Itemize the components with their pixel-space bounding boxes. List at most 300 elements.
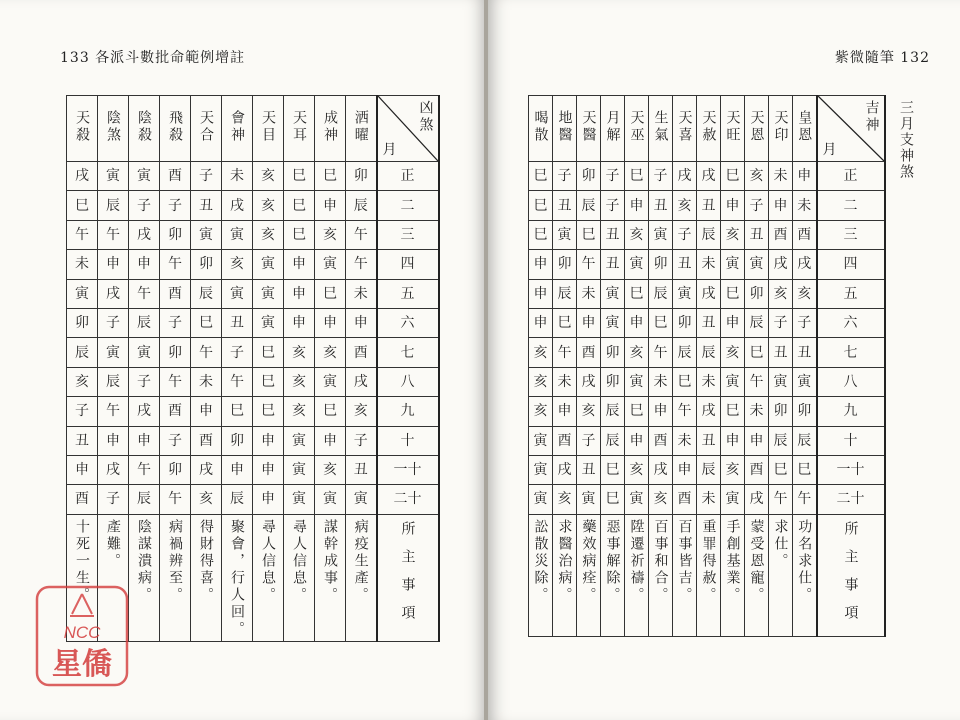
branch-cell: 申 — [793, 162, 817, 191]
branch-cell: 午 — [745, 367, 769, 396]
branch-cell: 巳 — [315, 397, 346, 426]
branch-cell: 未 — [553, 367, 577, 396]
spirit-meaning — [222, 514, 253, 641]
spirit-meaning-text: 尋人信息。 — [260, 518, 276, 604]
branch-cell: 未 — [673, 426, 697, 455]
branch-cell: 子 — [601, 191, 625, 220]
branch-cell: 未 — [649, 367, 673, 396]
branch-cell: 申 — [625, 426, 649, 455]
right-running-header: 紫微隨筆 132 — [834, 50, 930, 66]
branch-cell: 寅 — [98, 162, 129, 191]
spirit-name-text: 飛殺 — [167, 110, 183, 144]
table-row — [529, 338, 885, 367]
branch-cell: 卯 — [553, 250, 577, 279]
branch-cell: 申 — [553, 397, 577, 426]
branch-cell: 子 — [222, 338, 253, 367]
branch-cell: 寅 — [673, 279, 697, 308]
spirit-name — [98, 96, 129, 162]
table-row — [67, 397, 439, 426]
table-row — [529, 308, 885, 337]
branch-cell: 巳 — [769, 455, 793, 484]
branch-cell: 巳 — [315, 162, 346, 191]
branch-cell: 子 — [745, 191, 769, 220]
branch-cell: 申 — [529, 308, 553, 337]
branch-cell: 申 — [253, 455, 284, 484]
branch-cell: 丑 — [697, 426, 721, 455]
branch-cell: 子 — [769, 308, 793, 337]
spirit-meaning — [697, 514, 721, 636]
branch-cell: 酉 — [577, 338, 601, 367]
branch-cell: 巳 — [191, 308, 222, 337]
spirit-name-text: 天醫 — [580, 110, 597, 144]
branch-cell: 卯 — [577, 162, 601, 191]
spirit-meaning-text: 得財得喜。 — [198, 518, 214, 604]
month-label: 五 — [817, 279, 885, 308]
branch-cell: 巳 — [721, 162, 745, 191]
table-corner-header — [377, 96, 439, 162]
spirit-name-text: 天旺 — [724, 110, 741, 144]
spirit-meaning-text: 病疫生產。 — [352, 518, 369, 604]
watermark-logo-icon — [34, 584, 130, 688]
branch-cell: 亥 — [67, 367, 98, 396]
branch-cell: 午 — [98, 220, 129, 249]
branch-cell: 寅 — [315, 367, 346, 396]
month-label: 八 — [377, 367, 439, 396]
spirit-name — [222, 96, 253, 162]
branch-cell: 戌 — [129, 220, 160, 249]
branch-cell: 申 — [284, 279, 315, 308]
branch-cell: 未 — [67, 250, 98, 279]
spirit-meaning-text: 訟散災除。 — [532, 518, 549, 604]
month-label: 正 — [817, 162, 885, 191]
spirit-name-text: 陰殺 — [136, 110, 152, 144]
branch-cell: 丑 — [601, 220, 625, 249]
branch-cell: 午 — [129, 279, 160, 308]
branch-cell: 亥 — [253, 162, 284, 191]
branch-cell: 申 — [577, 308, 601, 337]
spirit-name-text: 地醫 — [556, 110, 573, 144]
branch-cell: 子 — [577, 426, 601, 455]
month-label: 八 — [817, 367, 885, 396]
branch-cell: 亥 — [745, 162, 769, 191]
right-spirit-table — [528, 95, 886, 637]
branch-cell: 寅 — [529, 455, 553, 484]
spirit-meaning-text: 十死一生。 — [74, 518, 90, 604]
branch-cell: 午 — [222, 367, 253, 396]
table-row — [529, 514, 885, 636]
branch-cell: 巳 — [721, 397, 745, 426]
branch-cell: 巳 — [67, 191, 98, 220]
branch-cell: 未 — [745, 397, 769, 426]
table-row — [529, 96, 885, 162]
left-running-header: 133 各派斗數批命範例增註 — [60, 50, 246, 66]
branch-cell: 寅 — [253, 279, 284, 308]
branch-cell: 未 — [191, 367, 222, 396]
branch-cell: 寅 — [577, 485, 601, 514]
table-row — [67, 308, 439, 337]
branch-cell: 巳 — [284, 162, 315, 191]
month-label: 十 — [377, 426, 439, 455]
branch-cell: 寅 — [769, 367, 793, 396]
branch-cell: 申 — [129, 426, 160, 455]
branch-cell: 辰 — [649, 279, 673, 308]
spirit-name — [745, 96, 769, 162]
branch-cell: 寅 — [191, 220, 222, 249]
branch-cell: 申 — [745, 426, 769, 455]
spirit-meaning — [529, 514, 553, 636]
spirit-meaning-text: 蒙受恩寵。 — [748, 518, 765, 604]
month-label: 二十 — [377, 485, 439, 514]
month-label: 三 — [377, 220, 439, 249]
branch-cell: 辰 — [129, 485, 160, 514]
branch-cell: 寅 — [284, 426, 315, 455]
month-label: 正 — [377, 162, 439, 191]
branch-cell: 寅 — [793, 367, 817, 396]
branch-cell: 申 — [721, 308, 745, 337]
meaning-label — [817, 514, 885, 636]
branch-cell: 亥 — [577, 397, 601, 426]
branch-cell: 戌 — [98, 279, 129, 308]
branch-cell: 申 — [253, 485, 284, 514]
branch-cell: 辰 — [98, 191, 129, 220]
branch-cell: 亥 — [284, 397, 315, 426]
spirit-name — [346, 96, 377, 162]
table-row — [529, 426, 885, 455]
branch-cell: 戌 — [191, 455, 222, 484]
month-label: 七 — [377, 338, 439, 367]
branch-cell: 酉 — [191, 426, 222, 455]
spirit-name-text: 洒曜 — [352, 110, 369, 144]
branch-cell: 巳 — [253, 338, 284, 367]
branch-cell: 申 — [222, 455, 253, 484]
branch-cell: 子 — [67, 397, 98, 426]
branch-cell: 申 — [625, 308, 649, 337]
branch-cell: 巳 — [577, 220, 601, 249]
spirit-name — [315, 96, 346, 162]
branch-cell: 亥 — [529, 338, 553, 367]
branch-cell: 戌 — [769, 250, 793, 279]
spirit-meaning — [346, 514, 377, 641]
branch-cell: 亥 — [553, 485, 577, 514]
spirit-meaning — [769, 514, 793, 636]
branch-cell: 戌 — [129, 397, 160, 426]
branch-cell: 申 — [129, 250, 160, 279]
spirit-name-text: 天耳 — [291, 110, 307, 144]
spirit-name — [160, 96, 191, 162]
watermark-line1: NCC — [63, 623, 101, 642]
branch-cell: 酉 — [67, 485, 98, 514]
branch-cell: 丑 — [769, 338, 793, 367]
branch-cell: 亥 — [529, 367, 553, 396]
branch-cell: 寅 — [745, 250, 769, 279]
branch-cell: 子 — [98, 485, 129, 514]
meaning-label — [377, 514, 439, 641]
branch-cell: 巳 — [793, 455, 817, 484]
branch-cell: 寅 — [67, 279, 98, 308]
table-row — [67, 96, 439, 162]
branch-cell: 亥 — [625, 220, 649, 249]
branch-cell: 寅 — [529, 426, 553, 455]
branch-cell: 丑 — [577, 455, 601, 484]
spirit-name — [721, 96, 745, 162]
branch-cell: 未 — [697, 367, 721, 396]
spirit-name — [577, 96, 601, 162]
branch-cell: 辰 — [67, 338, 98, 367]
branch-cell: 酉 — [649, 426, 673, 455]
spirit-name — [793, 96, 817, 162]
spirit-meaning-text: 尋人信息。 — [291, 518, 307, 604]
branch-cell: 未 — [346, 279, 377, 308]
branch-cell: 卯 — [649, 250, 673, 279]
month-label: 九 — [377, 397, 439, 426]
branch-cell: 未 — [793, 191, 817, 220]
branch-cell: 戌 — [346, 367, 377, 396]
branch-cell: 寅 — [625, 250, 649, 279]
branch-cell: 巳 — [673, 367, 697, 396]
branch-cell: 巳 — [284, 220, 315, 249]
table-row — [67, 279, 439, 308]
branch-cell: 酉 — [673, 485, 697, 514]
branch-cell: 戌 — [649, 455, 673, 484]
spirit-name-text: 皇恩 — [796, 110, 813, 144]
spirit-meaning-text: 藥效病痊。 — [580, 518, 597, 604]
branch-cell: 寅 — [222, 220, 253, 249]
branch-cell: 寅 — [601, 308, 625, 337]
ncc-watermark-logo — [34, 584, 130, 688]
branch-cell: 寅 — [284, 455, 315, 484]
branch-cell: 丑 — [67, 426, 98, 455]
branch-cell: 寅 — [129, 162, 160, 191]
table-row — [67, 191, 439, 220]
spirit-name — [253, 96, 284, 162]
branch-cell: 酉 — [793, 220, 817, 249]
branch-cell: 亥 — [721, 220, 745, 249]
branch-cell: 亥 — [529, 397, 553, 426]
table-row — [67, 367, 439, 396]
spirit-meaning-text: 求仕。 — [772, 518, 789, 570]
branch-cell: 戌 — [745, 485, 769, 514]
branch-cell: 子 — [160, 426, 191, 455]
branch-cell: 午 — [553, 338, 577, 367]
branch-cell: 戌 — [673, 162, 697, 191]
spirit-name-text: 生氣 — [652, 110, 669, 144]
spirit-meaning-text: 惡事解除。 — [604, 518, 621, 604]
branch-cell: 申 — [315, 308, 346, 337]
branch-cell: 酉 — [160, 162, 191, 191]
table-row — [529, 250, 885, 279]
branch-cell: 辰 — [745, 308, 769, 337]
spirit-name — [673, 96, 697, 162]
branch-cell: 寅 — [253, 250, 284, 279]
branch-cell: 酉 — [769, 220, 793, 249]
branch-cell: 午 — [793, 485, 817, 514]
branch-cell: 申 — [284, 250, 315, 279]
branch-cell: 巳 — [625, 279, 649, 308]
spirit-meaning — [721, 514, 745, 636]
spirit-meaning-text: 陰謀潰病。 — [136, 518, 152, 604]
branch-cell: 丑 — [601, 250, 625, 279]
branch-cell: 午 — [67, 220, 98, 249]
branch-cell: 子 — [160, 191, 191, 220]
right-page — [488, 0, 960, 720]
branch-cell: 午 — [346, 220, 377, 249]
month-label: 三 — [817, 220, 885, 249]
spirit-meaning-text: 百事皆吉。 — [676, 518, 693, 604]
branch-cell: 酉 — [160, 279, 191, 308]
branch-cell: 寅 — [315, 250, 346, 279]
branch-cell: 辰 — [697, 220, 721, 249]
branch-cell: 辰 — [553, 279, 577, 308]
branch-cell: 未 — [577, 279, 601, 308]
spirit-name-text: 天印 — [772, 110, 789, 144]
branch-cell: 亥 — [315, 455, 346, 484]
branch-cell: 申 — [649, 397, 673, 426]
spirit-meaning — [673, 514, 697, 636]
branch-cell: 卯 — [160, 455, 191, 484]
branch-cell: 巳 — [625, 162, 649, 191]
branch-cell: 亥 — [315, 220, 346, 249]
spirit-meaning — [553, 514, 577, 636]
branch-cell: 申 — [67, 455, 98, 484]
branch-cell: 戌 — [553, 455, 577, 484]
branch-cell: 亥 — [721, 338, 745, 367]
branch-cell: 巳 — [529, 220, 553, 249]
branch-cell: 丑 — [346, 455, 377, 484]
spirit-meaning — [284, 514, 315, 641]
branch-cell: 卯 — [67, 308, 98, 337]
branch-cell: 巳 — [222, 397, 253, 426]
spirit-name-text: 月解 — [604, 110, 621, 144]
branch-cell: 寅 — [649, 220, 673, 249]
spirit-meaning — [793, 514, 817, 636]
spirit-meaning — [649, 514, 673, 636]
branch-cell: 子 — [673, 220, 697, 249]
branch-cell: 子 — [129, 367, 160, 396]
branch-cell: 亥 — [625, 338, 649, 367]
branch-cell: 酉 — [745, 455, 769, 484]
table-row — [529, 485, 885, 514]
branch-cell: 寅 — [346, 485, 377, 514]
branch-cell: 寅 — [529, 485, 553, 514]
branch-cell: 辰 — [191, 279, 222, 308]
month-label: 六 — [817, 308, 885, 337]
spirit-meaning-text: 產難。 — [105, 518, 121, 570]
left-spirit-table — [63, 95, 440, 642]
branch-cell: 寅 — [601, 279, 625, 308]
branch-cell: 辰 — [697, 338, 721, 367]
branch-cell: 辰 — [98, 367, 129, 396]
spirit-name — [697, 96, 721, 162]
corner-top-label: 凶煞 — [417, 100, 434, 134]
branch-cell: 亥 — [284, 367, 315, 396]
branch-cell: 戌 — [577, 367, 601, 396]
spirit-name — [649, 96, 673, 162]
table-row — [67, 455, 439, 484]
branch-cell: 卯 — [769, 397, 793, 426]
spirit-meaning — [253, 514, 284, 641]
table-row — [529, 162, 885, 191]
watermark-line2: 星僑 — [52, 647, 112, 682]
branch-cell: 寅 — [721, 485, 745, 514]
month-label: 一十 — [817, 455, 885, 484]
branch-cell: 未 — [222, 162, 253, 191]
month-label: 四 — [817, 250, 885, 279]
branch-cell: 亥 — [222, 250, 253, 279]
branch-cell: 辰 — [577, 191, 601, 220]
branch-cell: 巳 — [601, 485, 625, 514]
table-corner-header — [817, 96, 885, 162]
spirit-name — [769, 96, 793, 162]
spirit-name — [67, 96, 98, 162]
branch-cell: 午 — [769, 485, 793, 514]
branch-cell: 申 — [98, 250, 129, 279]
branch-cell: 亥 — [769, 279, 793, 308]
branch-cell: 丑 — [745, 220, 769, 249]
month-label: 十 — [817, 426, 885, 455]
branch-cell: 丑 — [673, 250, 697, 279]
side-title: 三月支神煞 — [898, 100, 914, 180]
branch-cell: 午 — [346, 250, 377, 279]
branch-cell: 午 — [649, 338, 673, 367]
branch-cell: 亥 — [721, 455, 745, 484]
branch-cell: 丑 — [793, 338, 817, 367]
branch-cell: 巳 — [529, 162, 553, 191]
spirit-name-text: 天目 — [260, 110, 276, 144]
branch-cell: 卯 — [160, 338, 191, 367]
spirit-meaning — [315, 514, 346, 641]
branch-cell: 巳 — [253, 397, 284, 426]
branch-cell: 酉 — [553, 426, 577, 455]
spirit-name — [601, 96, 625, 162]
table-row — [67, 220, 439, 249]
spirit-name-text: 天合 — [198, 110, 214, 144]
branch-cell: 申 — [98, 426, 129, 455]
branch-cell: 午 — [160, 485, 191, 514]
month-label: 七 — [817, 338, 885, 367]
branch-cell: 子 — [553, 162, 577, 191]
table-row — [529, 220, 885, 249]
branch-cell: 辰 — [601, 397, 625, 426]
spirit-meaning — [601, 514, 625, 636]
branch-cell: 卯 — [346, 162, 377, 191]
branch-cell: 未 — [697, 250, 721, 279]
spirit-meaning-text: 手創基業。 — [724, 518, 741, 604]
branch-cell: 辰 — [346, 191, 377, 220]
spirit-meaning-text: 謀幹成事。 — [322, 518, 338, 604]
spirit-name-text: 天赦 — [700, 110, 717, 144]
branch-cell: 戌 — [697, 162, 721, 191]
branch-cell: 申 — [625, 191, 649, 220]
branch-cell: 午 — [98, 397, 129, 426]
spirit-meaning-text: 陞遷祈禱。 — [628, 518, 645, 604]
branch-cell: 卯 — [222, 426, 253, 455]
branch-cell: 卯 — [160, 220, 191, 249]
branch-cell: 亥 — [346, 397, 377, 426]
month-label: 九 — [817, 397, 885, 426]
branch-cell: 寅 — [721, 250, 745, 279]
branch-cell: 午 — [129, 455, 160, 484]
spirit-meaning-text: 功名求仕。 — [796, 518, 813, 604]
branch-cell: 申 — [769, 191, 793, 220]
branch-cell: 午 — [160, 367, 191, 396]
month-label: 二十 — [817, 485, 885, 514]
branch-cell: 卯 — [191, 250, 222, 279]
spirit-meaning-text: 百事和合。 — [652, 518, 669, 604]
spirit-name-text: 會神 — [229, 110, 245, 144]
table-row — [529, 191, 885, 220]
month-label: 一十 — [377, 455, 439, 484]
branch-cell: 辰 — [222, 485, 253, 514]
